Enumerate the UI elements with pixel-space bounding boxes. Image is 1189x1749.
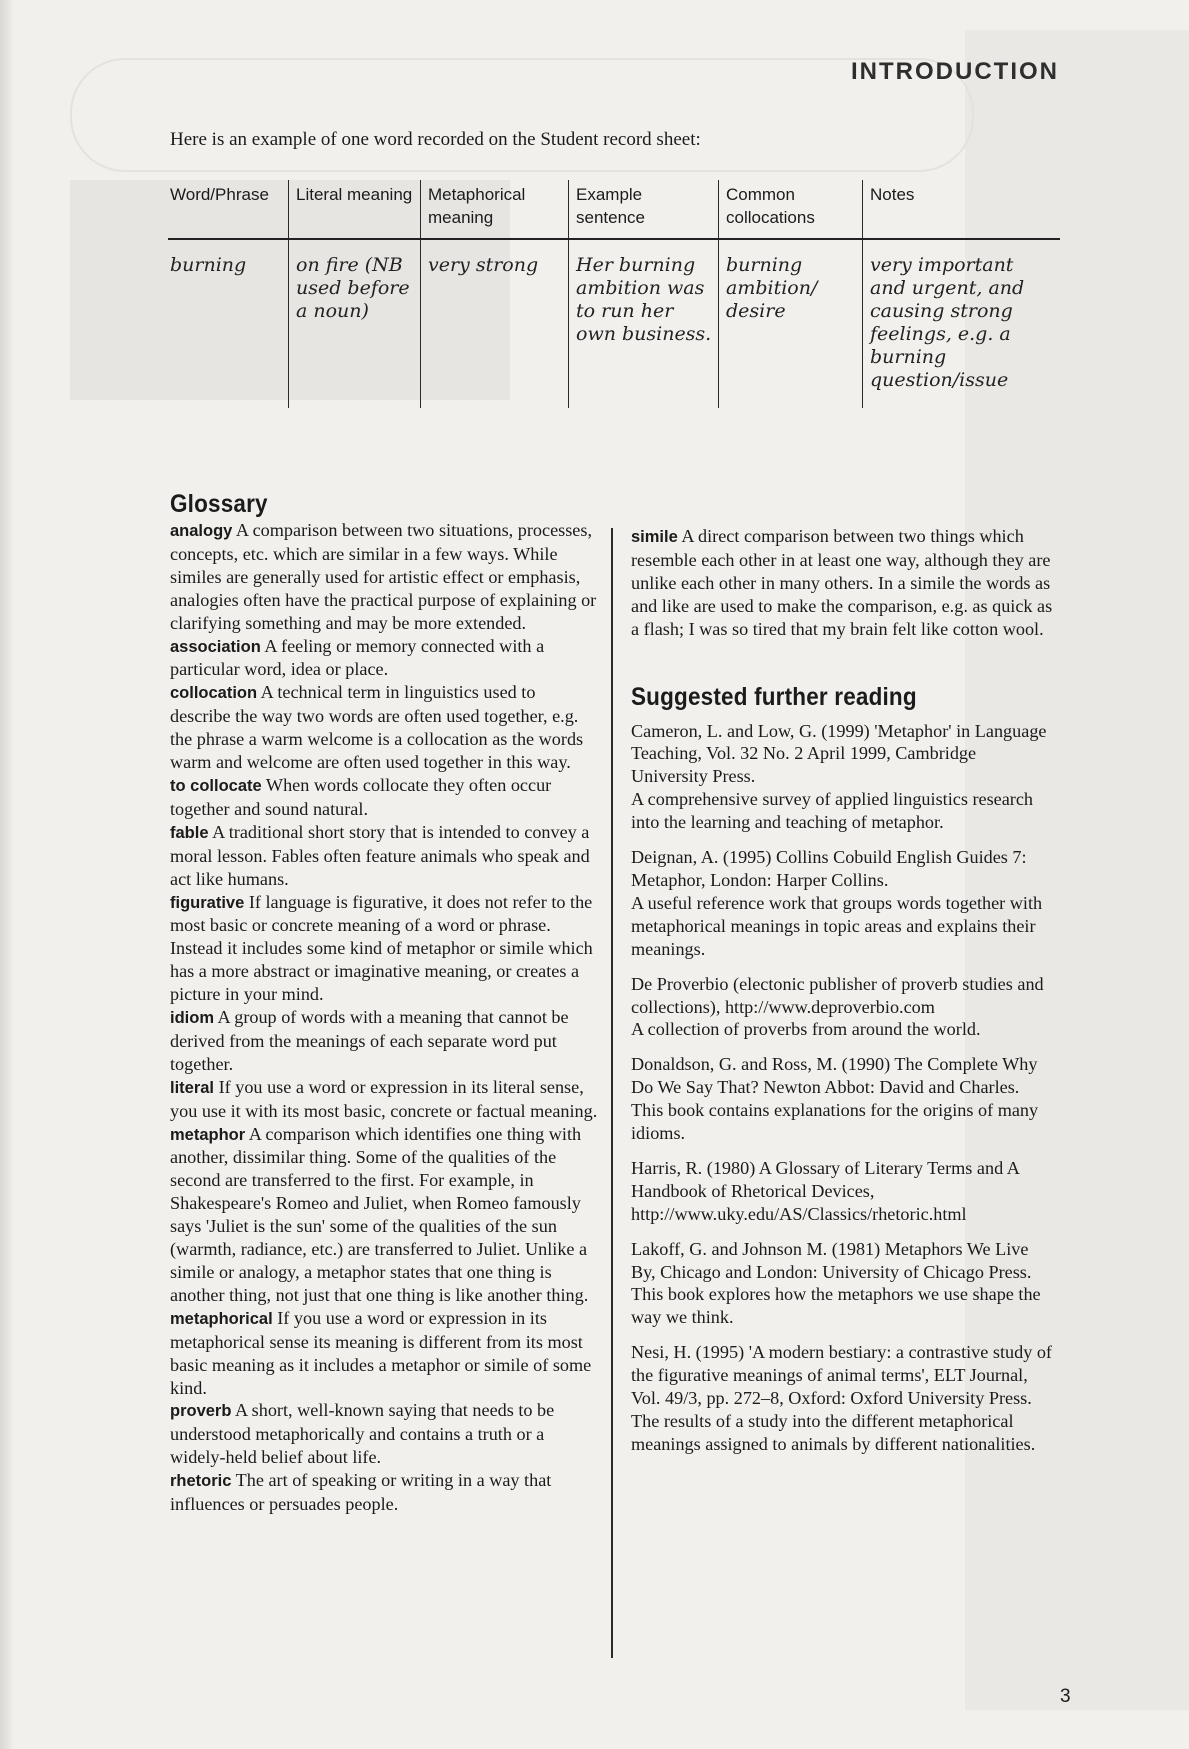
- further-reading-title: Suggested further reading: [631, 682, 917, 711]
- glossary-definition: If you use a word or expression in its metaphorical sense its meaning is different from its most basic meaning as it includes a metaphor or simile of some kind.: [170, 1307, 592, 1398]
- header-example-sentence: Example sentence: [568, 180, 718, 238]
- reference-item: [631, 1157, 1056, 1226]
- glossary-definition: If language is figurative, it does not refer to the most basic or concrete meaning of a word or phrase. Instead it includes some kind of metaphor or simile which has a more abstract or imaginative meaning, or creates a picture in your mind.: [170, 891, 593, 1005]
- glossary-entry: [170, 891, 600, 1007]
- glossary-definition: If you use a word or expression in its literal sense, you use it with its most basic, concrete or factual meaning.: [170, 1076, 598, 1121]
- glossary-term: rhetoric: [170, 1472, 232, 1491]
- glossary-entry: [170, 1123, 600, 1307]
- reference-citation: Cameron, L. and Low, G. (1999) 'Metaphor' in Language Teaching, Vol. 32 No. 2 April 1999, Cambridge University Press.: [631, 720, 1047, 787]
- cell-word-phrase: burning: [170, 254, 247, 276]
- cell-common-collocations: burning ambition/ desire: [718, 240, 862, 408]
- right-column: [631, 525, 1056, 1468]
- glossary-definition: When words collocate they often occur together and sound natural.: [170, 774, 552, 819]
- reference-item: [631, 720, 1056, 835]
- glossary-term: simile: [631, 528, 678, 546]
- reference-citation: Donaldson, G. and Ross, M. (1990) The Complete Why Do We Say That? Newton Abbot: David and Charles.: [631, 1054, 1038, 1098]
- intro-text: Here is an example of one word recorded on the Student record sheet:: [170, 129, 701, 150]
- page-crease: [0, 0, 14, 1749]
- glossary-definition: A comparison which identifies one thing with another, dissimilar thing. Some of the qualities of the second are transferred to the first. For example, in Shakespeare's Romeo and Juliet, when Romeo famously says 'Juliet is the sun' some of the qualities of the sun (warmth, radiance, etc.) are transferred to Juliet. Unlike a simile or analogy, a metaphor states that one thing is another thing, not just that one thing is like another thing.: [170, 1123, 589, 1305]
- page-number: 3: [1060, 1686, 1071, 1707]
- glossary-term: fable: [170, 823, 209, 842]
- glossary-entry: [170, 635, 600, 682]
- header-literal-meaning: Literal meaning: [288, 180, 420, 238]
- glossary-definition: A technical term in linguistics used to describe the way two words are often used together, e.g. the phrase a warm welcome is a collocation as the words warm and welcome are often used together in this way.: [170, 682, 584, 773]
- reference-item: [631, 1238, 1056, 1330]
- reference-note: A collection of proverbs from around the world.: [631, 1019, 981, 1040]
- cell-literal-meaning: on fire (NB used before a noun): [288, 240, 420, 408]
- cell-notes: very important and urgent, and causing strong feelings, e.g. a burning question/issue: [862, 240, 1060, 408]
- glossary-definition: A comparison between two situations, processes, concepts, etc. which are similar in a few ways. While similes are generally used for artistic effect or emphasis, analogies often have the practical purpose of explaining or clarifying something and may be more extended.: [170, 520, 597, 633]
- glossary-title: Glossary: [170, 490, 268, 518]
- cell-example-sentence: Her burning ambition was to run her own business.: [568, 240, 718, 408]
- section-label: INTRODUCTION: [851, 58, 1059, 85]
- cell-metaphorical-meaning: very strong: [420, 240, 568, 408]
- glossary-entry: [170, 681, 600, 774]
- reference-item: [631, 1053, 1056, 1145]
- glossary-definition: A feeling or memory connected with a particular word, idea or place.: [170, 635, 545, 680]
- header-common-collocations: Common collocations: [718, 180, 862, 238]
- reference-item: [631, 1341, 1056, 1456]
- record-table-row: [168, 240, 1060, 408]
- reference-citation: Nesi, H. (1995) 'A modern bestiary: a contrastive study of the figurative meanings of animal terms', ELT Journal, Vol. 49/3, pp. 272–8, Oxford: Oxford University Press.: [631, 1342, 1052, 1409]
- glossary-term: idiom: [170, 1009, 214, 1028]
- header-word-phrase: Word/Phrase: [170, 185, 269, 204]
- glossary-entry: [170, 1307, 600, 1400]
- glossary-definition: A group of words with a meaning that cannot be derived from the meanings of each separate word put together.: [170, 1007, 569, 1074]
- column-divider: [611, 528, 613, 1658]
- glossary-entry: [170, 821, 600, 891]
- reading-list: [631, 720, 1056, 1456]
- glossary-definition: A direct comparison between two things which resemble each other in at least one way, although they are unlike each other in many others. In a simile the words as and like are used to make the comparison, e.g. as quick as a flash; I was so tired that my brain felt like cotton wool.: [631, 526, 1053, 639]
- glossary-list: [170, 519, 600, 1516]
- reference-note: A comprehensive survey of applied linguistics research into the learning and teaching of metaphor.: [631, 789, 1034, 833]
- glossary-term: to collocate: [170, 776, 262, 795]
- reference-citation: De Proverbio (electonic publisher of proverb studies and collections), http://www.deproverbio.com: [631, 973, 1044, 1017]
- header-metaphorical-meaning: Metaphorical meaning: [420, 180, 568, 238]
- record-table: [168, 180, 1060, 408]
- reference-item: [631, 846, 1056, 961]
- reference-item: [631, 973, 1056, 1042]
- glossary-term: proverb: [170, 1402, 232, 1421]
- glossary-entry: [170, 1469, 600, 1516]
- glossary-entry: [170, 774, 600, 821]
- header-notes: Notes: [862, 180, 1060, 238]
- reference-note: A useful reference work that groups words together with metaphorical meanings in topic areas and explains their meanings.: [631, 892, 1043, 959]
- glossary-entry-simile: [631, 525, 1056, 641]
- glossary-entry: [170, 1006, 600, 1076]
- reference-note: This book explores how the metaphors we use shape the way we think.: [631, 1284, 1041, 1328]
- glossary-definition: A traditional short story that is intended to convey a moral lesson. Fables often feature animals who speak and act like humans.: [170, 821, 590, 889]
- reference-note: This book contains explanations for the origins of many idioms.: [631, 1100, 1039, 1144]
- glossary-entry: [170, 1399, 600, 1469]
- reference-citation: Harris, R. (1980) A Glossary of Literary Terms and A Handbook of Rhetorical Devices, http://www.uky.edu/AS/Classics/rhetoric.html: [631, 1157, 1019, 1224]
- glossary-entry: [170, 519, 600, 635]
- reference-citation: Lakoff, G. and Johnson M. (1981) Metaphors We Live By, Chicago and London: University of Chicago Press.: [631, 1238, 1032, 1282]
- glossary-definition: A short, well-known saying that needs to be understood metaphorically and contains a truth or a widely-held belief about life.: [170, 1400, 555, 1468]
- glossary-term: literal: [170, 1078, 215, 1097]
- glossary-entry: [170, 1076, 600, 1123]
- glossary-term: figurative: [170, 893, 245, 912]
- reference-citation: Deignan, A. (1995) Collins Cobuild English Guides 7: Metaphor, London: Harper Collins.: [631, 847, 1027, 890]
- glossary-term: association: [170, 637, 261, 656]
- glossary-column: [170, 490, 600, 1516]
- glossary-term: metaphorical: [170, 1309, 273, 1328]
- record-table-header: [168, 180, 1060, 240]
- glossary-term: metaphor: [170, 1125, 246, 1144]
- glossary-term: collocation: [170, 684, 258, 703]
- glossary-term: analogy: [170, 522, 233, 540]
- glossary-definition: The art of speaking or writing in a way that influences or persuades people.: [170, 1470, 552, 1515]
- bleed-through-title-banner: [70, 58, 974, 172]
- reference-note: The results of a study into the different metaphorical meanings assigned to animals by different nationalities.: [631, 1411, 1036, 1454]
